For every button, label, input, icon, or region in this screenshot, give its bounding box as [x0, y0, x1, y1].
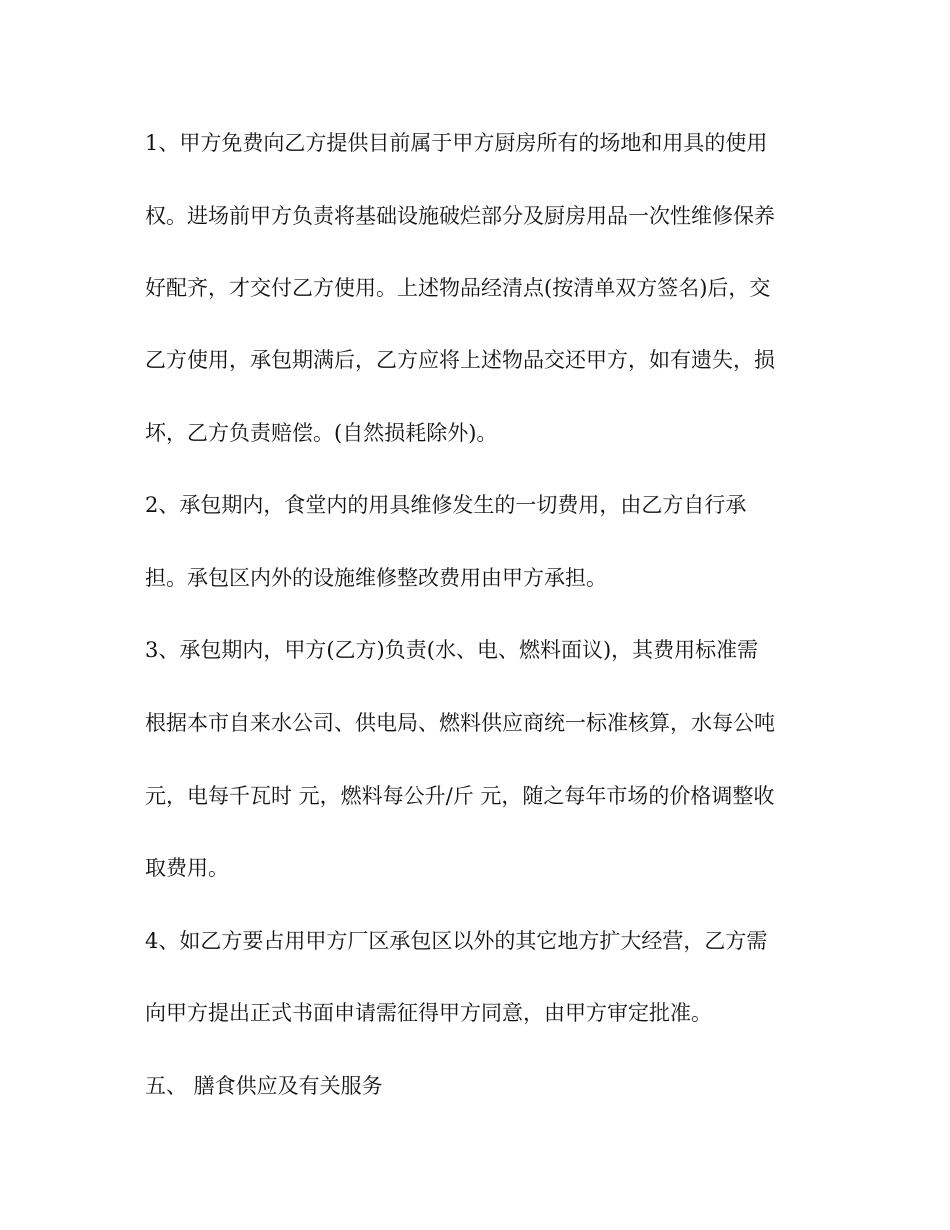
paragraph-3-line-4: 取费用。	[145, 856, 229, 880]
paragraph-3-line-1: 3、承包期内，甲方(乙方)负责(水、电、燃料面议)，其费用标准需	[145, 638, 759, 662]
section-heading: 五、 膳食供应及有关服务	[145, 1074, 383, 1098]
paragraph-3-line-3: 元，电每千瓦时 元，燃料每公升/斤 元，随之每年市场的价格调整收	[145, 784, 775, 808]
paragraph-4-line-2: 向甲方提出正式书面申请需征得甲方同意，由甲方审定批准。	[145, 1001, 712, 1025]
paragraph-1-line-4: 乙方使用，承包期满后，乙方应将上述物品交还甲方，如有遗失，损	[145, 348, 775, 372]
paragraph-1-line-5: 坏，乙方负责赔偿。(自然损耗除外)。	[145, 421, 498, 445]
paragraph-4-line-1: 4、如乙方要占用甲方厂区承包区以外的其它地方扩大经营，乙方需	[145, 929, 768, 953]
paragraph-3-line-2: 根据本市自来水公司、供电局、燃料供应商统一标准核算，水每公吨	[145, 711, 775, 735]
paragraph-1-line-3: 好配齐，才交付乙方使用。上述物品经清点(按清单双方签名)后，交	[145, 276, 771, 300]
paragraph-1-line-1: 1、甲方免费向乙方提供目前属于甲方厨房所有的场地和用具的使用	[145, 131, 768, 155]
paragraph-2-line-1: 2、承包期内，食堂内的用具维修发生的一切费用，由乙方自行承	[145, 493, 747, 517]
paragraph-2-line-2: 担。承包区内外的设施维修整改费用由甲方承担。	[145, 566, 607, 590]
paragraph-1-line-2: 权。进场前甲方负责将基础设施破烂部分及厨房用品一次性维修保养	[145, 204, 775, 228]
